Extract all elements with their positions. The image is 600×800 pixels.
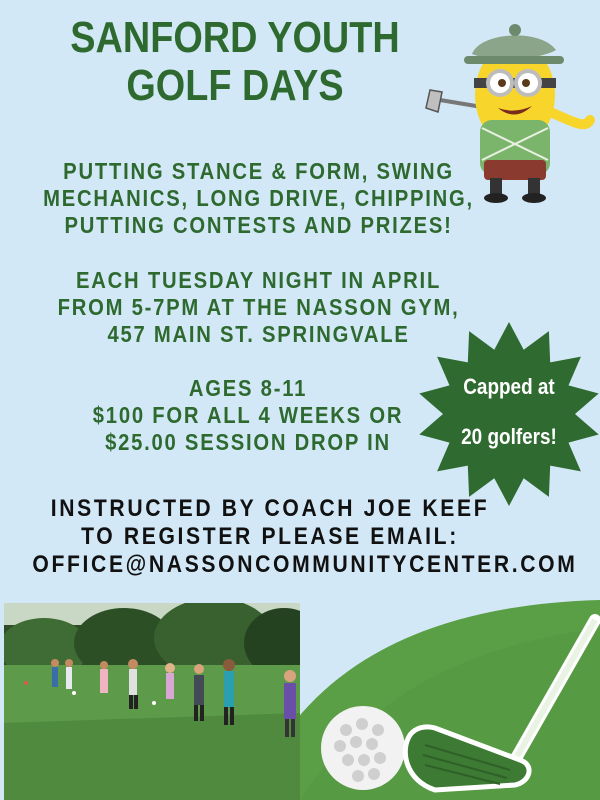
- registration-text: [32, 495, 578, 579]
- page-title: SANFORD YOUTH GOLF DAYS: [70, 13, 400, 110]
- schedule-line-2: FROM 5-7PM AT THE NASSON GYM,: [57, 294, 460, 320]
- registration-email-link[interactable]: OFFICE@NASSONCOMMUNITYCENTER.COM: [32, 551, 578, 578]
- pricing-line-1: AGES 8-11: [188, 375, 308, 401]
- pricing-line-2: $100 FOR ALL 4 WEEKS OR: [92, 402, 404, 428]
- instructor-line: INSTRUCTED BY COACH JOE KEEF: [50, 495, 490, 522]
- activities-line-1: PUTTING STANCE & FORM, SWING: [63, 158, 454, 184]
- register-instruction: TO REGISTER PLEASE EMAIL:: [81, 523, 459, 550]
- pricing-text: [28, 375, 468, 456]
- activities-text: [30, 158, 488, 239]
- pricing-line-3: $25.00 SESSION DROP IN: [105, 429, 391, 455]
- golf-club-icon: [395, 600, 600, 800]
- activities-line-3: PUTTING CONTESTS AND PRIZES!: [64, 212, 453, 238]
- activities-line-2: MECHANICS, LONG DRIVE, CHIPPING,: [43, 185, 474, 211]
- badge-line-1: Capped at: [463, 374, 555, 399]
- capacity-badge-text: [427, 362, 590, 462]
- youth-golfers-photo: [4, 603, 300, 800]
- badge-line-2: 20 golfers!: [461, 424, 557, 449]
- schedule-line-1: EACH TUESDAY NIGHT IN APRIL: [76, 267, 442, 293]
- schedule-line-3: 457 MAIN ST. SPRINGVALE: [107, 321, 410, 347]
